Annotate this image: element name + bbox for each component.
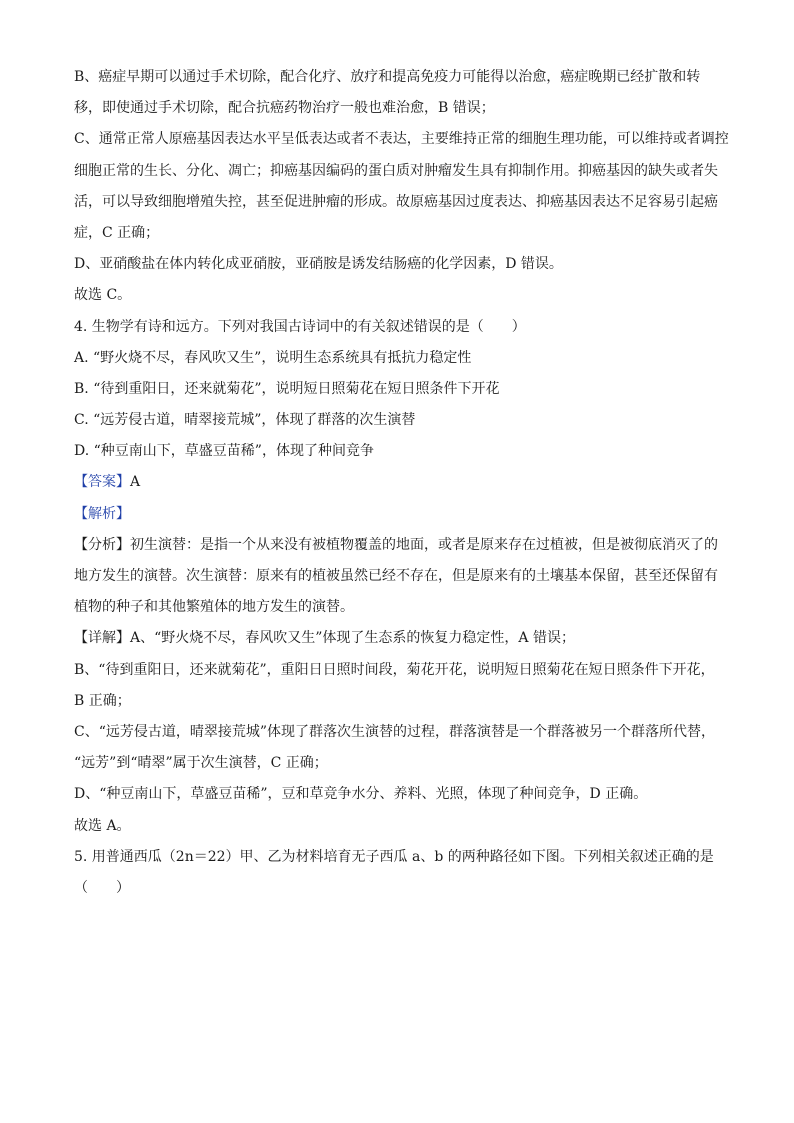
line-text: D. “种豆南山下，草盛豆苗稀”，体现了种间竞争 (74, 443, 374, 460)
option-c (74, 405, 734, 436)
line-text: 细胞正常的生长、分化、凋亡；抑癌基因编码的蛋白质对肿瘤发生具有抑制作用。抑癌基因的缺失或者失 (74, 162, 718, 179)
text-line (74, 156, 734, 187)
analysis-tag: 【解析】 (74, 505, 130, 522)
line-text: C、“远芳侵古道，晴翠接荒城”体现了群落次生演替的过程，群落演替是一个群落被另一个群落所代替， (74, 723, 716, 740)
text-line (74, 592, 734, 623)
text-line (74, 686, 734, 717)
line-text: A. “野火烧不尽，春风吹又生”，说明生态系统具有抵抗力稳定性 (74, 349, 472, 366)
text-line (74, 187, 734, 218)
line-text: 活，可以导致细胞增殖失控，甚至促进肿瘤的形成。故原癌基因过度表达、抑癌基因表达不足容易引起癌 (74, 193, 718, 210)
line-text: A、“野火烧不尽，春风吹又生”体现了生态系的恢复力稳定性，A 错误； (130, 630, 575, 647)
line-text: 故选 C。 (74, 287, 132, 304)
line-text: 4. 生物学有诗和远方。下列对我国古诗词中的有关叙述错误的是（ ） (74, 318, 526, 335)
text-line (74, 623, 734, 654)
line-text: A (130, 474, 141, 491)
document-body (74, 62, 734, 904)
question-stem (74, 312, 734, 343)
line-text: D、“种豆南山下，草盛豆苗稀”，豆和草竞争水分、养料、光照，体现了种间竞争，D 正确。 (74, 786, 648, 803)
option-a (74, 343, 734, 374)
text-line (74, 280, 734, 311)
line-text: 故选 A。 (74, 817, 131, 834)
line-text: B、“待到重阳日，还来就菊花”，重阳日日照时间段，菊花开花，说明短日照菊花在短日照条件下开花， (74, 661, 715, 678)
line-text: 症，C 正确； (74, 224, 160, 241)
line-text: C. “远芳侵古道，晴翠接荒城”，体现了群落的次生演替 (74, 412, 416, 429)
answer-tag: 【答案】 (74, 474, 130, 491)
line-text: B. “待到重阳日，还来就菊花”，说明短日照菊花在短日照条件下开花 (74, 380, 500, 397)
text-line (74, 561, 734, 592)
text-line (74, 218, 734, 249)
line-text: 地方发生的演替。次生演替：原来有的植被虽然已经不存在，但是原来有的土壤基本保留，甚至还保留有 (74, 568, 718, 584)
option-b (74, 374, 734, 405)
text-line (74, 62, 734, 93)
line-text: 移，即使通过手术切除，配合抗癌药物治疗一般也难治愈，B 错误； (74, 100, 495, 117)
line-text: B、癌症早期可以通过手术切除，配合化疗、放疗和提高免疫力可能得以治愈，癌症晚期已经扩散和转 (74, 69, 701, 85)
line-text: C、通常正常人原癌基因表达水平呈低表达或者不表达，主要维持正常的细胞生理功能，可以维持或者调控 (74, 131, 729, 148)
text-line (74, 779, 734, 810)
text-line (74, 93, 734, 124)
line-text: 初生演替：是指一个从来没有被植物覆盖的地面，或者是原来存在过植被，但是被彻底消灭了的 (130, 536, 718, 553)
text-line (74, 748, 734, 779)
line-text: 5. 用普通西瓜（2n＝22）甲、乙为材料培育无子西瓜 a、b 的两种路径如下图。下列相关叙述正确的是 (74, 848, 714, 865)
line-text: （ ） (74, 879, 130, 896)
line-text: 植物的种子和其他繁殖体的地方发生的演替。 (74, 599, 354, 616)
text-line (74, 873, 734, 904)
detail-tag: 【详解】 (74, 630, 130, 647)
line-text: “远芳”到“晴翠”属于次生演替，C 正确； (74, 755, 328, 772)
text-line (74, 530, 734, 561)
answer-line (74, 467, 734, 498)
analysis-heading (74, 499, 734, 530)
fenxi-tag: 【分析】 (74, 536, 130, 553)
text-line (74, 655, 734, 686)
option-d (74, 436, 734, 467)
text-line (74, 249, 734, 280)
text-line (74, 811, 734, 842)
line-text: B 正确； (74, 692, 131, 709)
text-line (74, 124, 734, 155)
text-line (74, 717, 734, 748)
question-stem (74, 842, 734, 873)
line-text: D、亚硝酸盐在体内转化成亚硝胺，亚硝胺是诱发结肠癌的化学因素，D 错误。 (74, 256, 563, 273)
